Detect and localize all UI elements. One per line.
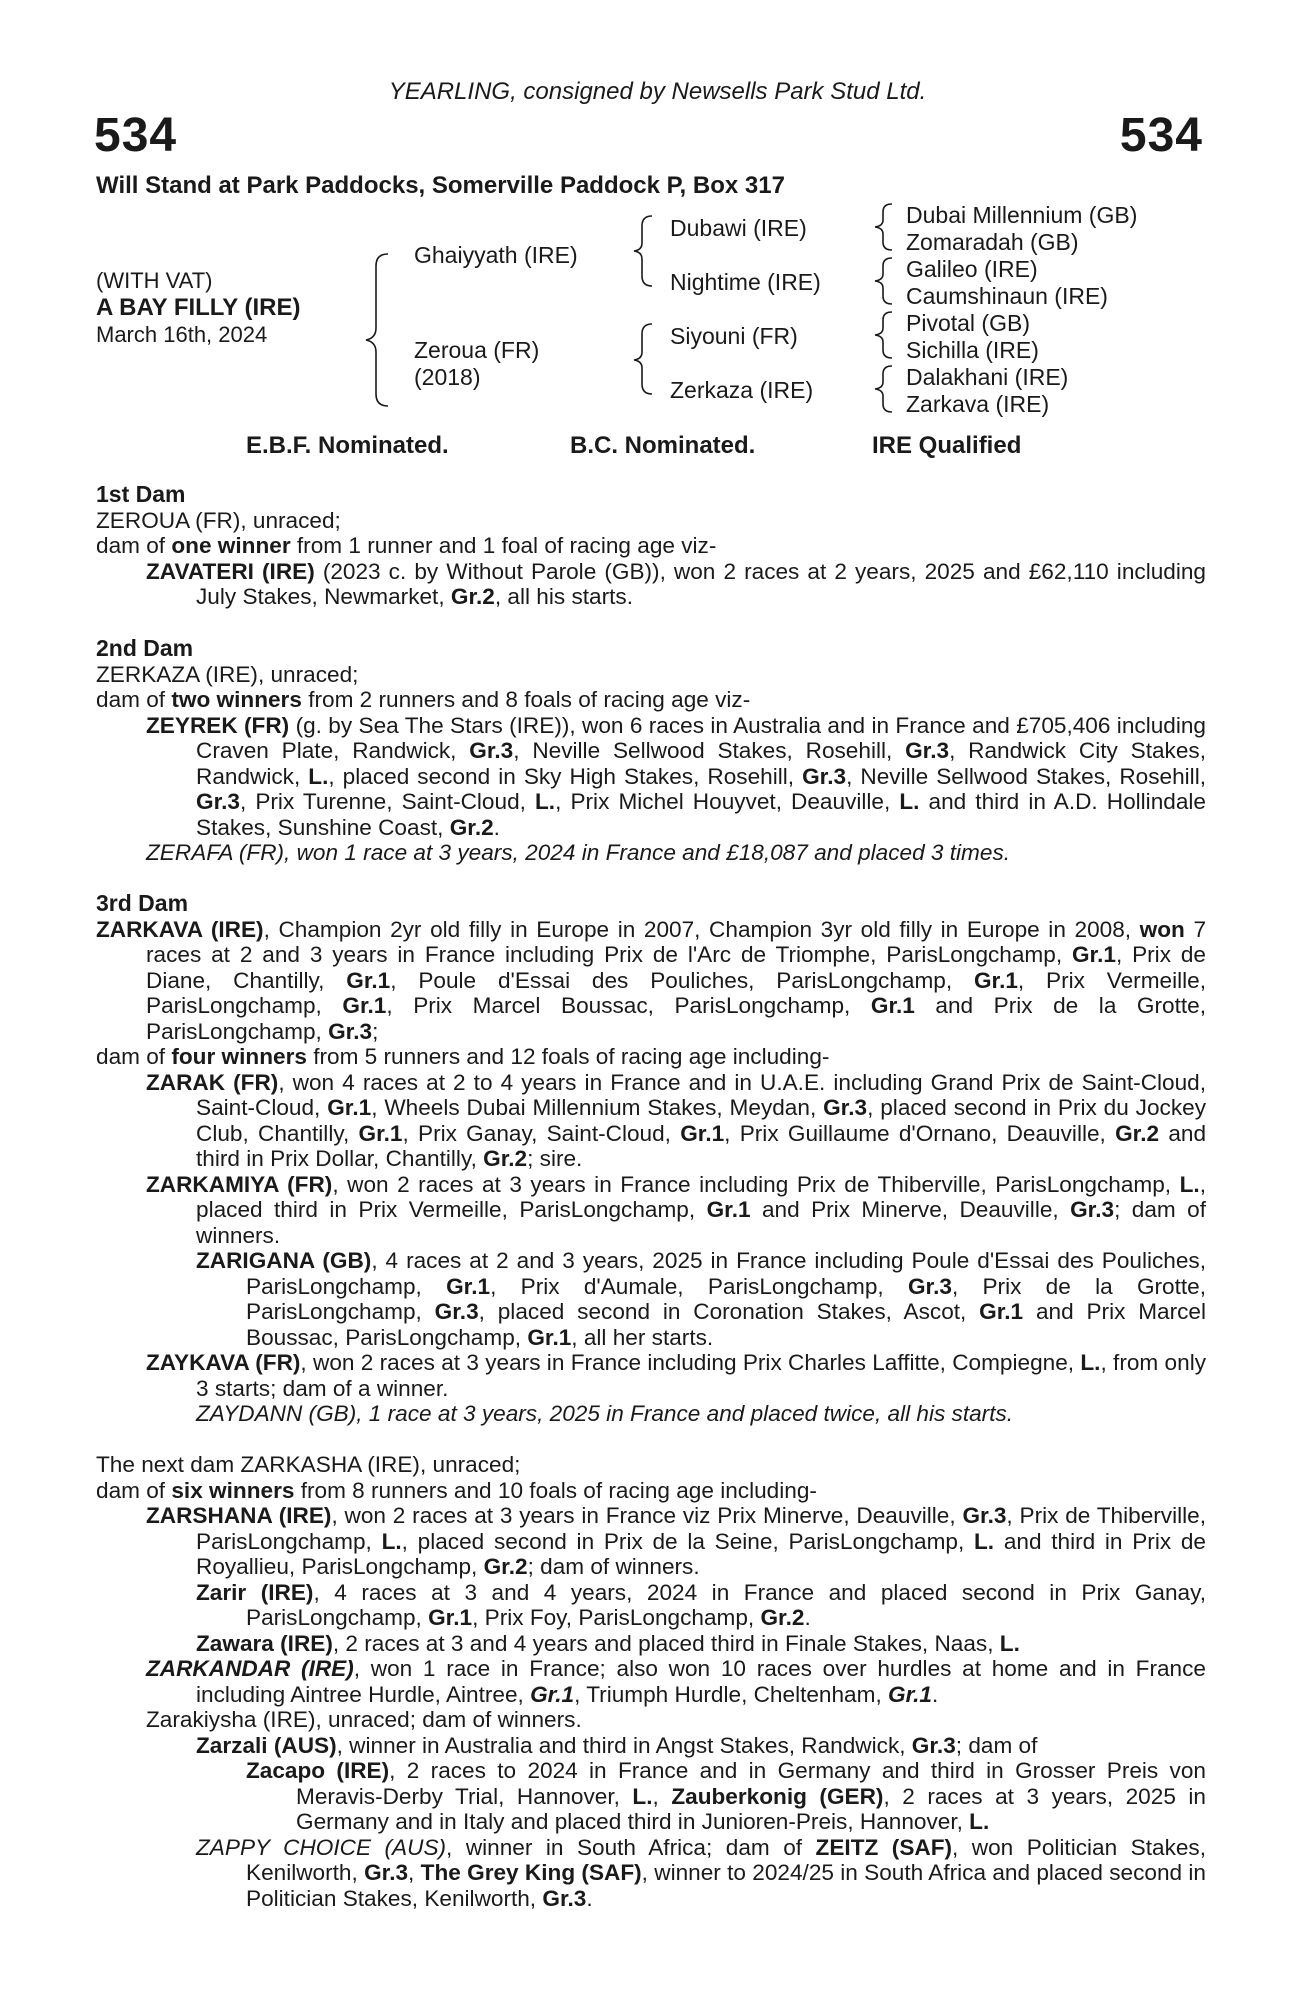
produce-zeyrek: ZEYREK (FR) (g. by Sea The Stars (IRE)), won 6 races in Australia and in France and £705,406 including Craven Plate, Randwick, Gr.3, Neville Sellwood Stakes, Rosehill, Gr.3, Randwick City Stakes, Randwick, L., placed second in Sky High Stakes, Rosehill, Gr.3, Neville Sellwood Stakes, Rosehill, Gr.3, Prix Turenne, Saint-Cloud, L., Prix Michel Houyvet, Deauville, L. and third in A.D. Hollindale Stakes, Sunshine Coast, Gr.2. xyxy=(146,712,1206,840)
produce-zarak: ZARAK (FR), won 4 races at 2 to 4 years in France and in U.A.E. including Grand Prix de Saint-Cloud, Saint-Cloud, Gr.1, Wheels Dubai Millennium Stakes, Meydan, Gr.3, placed second in Prix du Jockey Club, Chantilly, Gr.1, Prix Ganay, Saint-Cloud, Gr.1, Prix Guillaume d'Ornano, Deauville, Gr.2 and third in Prix Dollar, Chantilly, Gr.2; sire. xyxy=(146,1069,1207,1171)
second-dam-heading: 2nd Dam xyxy=(96,635,194,661)
sire-dam: Nightime (IRE) xyxy=(670,269,821,295)
next-dam-line: The next dam ZARKASHA (IRE), unraced; xyxy=(96,1452,521,1477)
dam-sire-sire: Pivotal (GB) xyxy=(906,310,1030,336)
stand-location: Will Stand at Park Paddocks, Somerville Paddock P, Box 317 xyxy=(96,172,785,199)
next-dam-produce-line: dam of six winners from 8 runners and 10 foals of racing age including- xyxy=(96,1477,817,1503)
dam-dam-dam: Zarkava (IRE) xyxy=(906,391,1050,417)
produce-zaydann: ZAYDANN (GB), 1 race at 3 years, 2025 in France and placed twice, all his starts. xyxy=(196,1401,1014,1426)
produce-zavateri: ZAVATERI (IRE) (2023 c. by Without Parole (GB)), won 2 races at 2 years, 2025 and £62,110 including July Stakes, Newmarket, Gr.2, all his starts. xyxy=(146,558,1206,609)
horse-name: A BAY FILLY (IRE) xyxy=(96,294,301,321)
first-dam-line: ZEROUA (FR), unraced; xyxy=(96,507,341,533)
foaling-date: March 16th, 2024 xyxy=(96,322,268,347)
second-dam-produce-line: dam of two winners from 2 runners and 8 foals of racing age viz- xyxy=(96,687,751,712)
next-dam-section xyxy=(96,1452,1206,1911)
first-dam-produce-line: dam of one winner from 1 runner and 1 foal of racing age viz- xyxy=(96,533,717,558)
produce-zarir: Zarir (IRE), 4 races at 3 and 4 years, 2024 in France and placed second in Prix Ganay, ParisLongchamp, Gr.1, Prix Foy, ParisLongchamp, Gr.2. xyxy=(196,1579,1207,1630)
dam-sire-dam: Sichilla (IRE) xyxy=(906,337,1039,363)
third-dam-produce-line: dam of four winners from 5 runners and 12 foals of racing age including- xyxy=(96,1044,830,1069)
second-dam-section xyxy=(96,636,1206,866)
second-dam-line: ZERKAZA (IRE), unraced; xyxy=(96,661,359,687)
third-dam-heading: 3rd Dam xyxy=(96,890,189,916)
produce-zarakiysha: Zarakiysha (IRE), unraced; dam of winners. xyxy=(146,1707,582,1732)
lot-number-right: 534 xyxy=(1119,109,1203,162)
lot-number-left: 534 xyxy=(94,109,178,162)
sire-name: Ghaiyyath (IRE) xyxy=(414,242,578,268)
produce-zaykava: ZAYKAVA (FR), won 2 races at 3 years in France including Prix Charles Laffitte, Compiegne, L., from only 3 starts; dam of a winner. xyxy=(146,1350,1207,1401)
first-dam-heading: 1st Dam xyxy=(96,481,186,507)
third-dam-zarkava: ZARKAVA (IRE), Champion 2yr old filly in Europe in 2007, Champion 3yr old filly in Europe in 2008, won 7 races at 2 and 3 years in France including Prix de l'Arc de Triomphe, ParisLongchamp, Gr.1, Prix de Diane, Chantilly, Gr.1, Poule d'Essai des Pouliches, ParisLongchamp, Gr.1, Prix Vermeille, ParisLongchamp, Gr.1, Prix Marcel Boussac, ParisLongchamp, Gr.1 and Prix de la Grotte, ParisLongchamp, Gr.3; xyxy=(96,916,1207,1044)
ire-qualified: IRE Qualified xyxy=(872,432,1022,459)
sire-dam-sire: Galileo (IRE) xyxy=(906,256,1038,282)
sire-sire-sire: Dubai Millennium (GB) xyxy=(906,202,1138,228)
produce-zarigana: ZARIGANA (GB), 4 races at 2 and 3 years, 2025 in France including Poule d'Essai des Pouliches, ParisLongchamp, Gr.1, Prix d'Aumale, ParisLongchamp, Gr.3, Prix de la Grotte, ParisLongchamp, Gr.3, placed second in Coronation Stakes, Ascot, Gr.1 and Prix Marcel Boussac, ParisLongchamp, Gr.1, all her starts. xyxy=(196,1248,1207,1350)
sire-sire-dam: Zomaradah (GB) xyxy=(906,229,1079,255)
produce-zacapo: Zacapo (IRE), 2 races to 2024 in France and in Germany and third in Grosser Preis von Meravis-Derby Trial, Hannover, L., Zauberkonig (GER), 2 races at 3 years, 2025 in Germany and in Italy and placed third in Junioren-Preis, Hannover, L. xyxy=(246,1758,1206,1834)
produce-zarkamiya: ZARKAMIYA (FR), won 2 races at 3 years in France including Prix de Thiberville, ParisLongchamp, L., placed third in Prix Vermeille, ParisLongchamp, Gr.1 and Prix Minerve, Deauville, Gr.3; dam of winners. xyxy=(146,1171,1206,1248)
produce-zarkandar: ZARKANDAR (IRE), won 1 race in France; also won 10 races over hurdles at home and in France including Aintree Hurdle, Aintree, Gr.1, Triumph Hurdle, Cheltenham, Gr.1. xyxy=(146,1656,1206,1707)
produce-zarzali: Zarzali (AUS), winner in Australia and third in Angst Stakes, Randwick, Gr.3; dam of xyxy=(196,1732,1038,1758)
third-dam-section xyxy=(96,891,1206,1427)
first-dam-section xyxy=(96,482,1206,610)
dam-year: (2018) xyxy=(414,364,481,390)
bc-nomination: B.C. Nominated. xyxy=(570,432,756,459)
dam-dam-sire: Dalakhani (IRE) xyxy=(906,364,1069,390)
vat-note: (WITH VAT) xyxy=(96,268,213,293)
dam-dam: Zerkaza (IRE) xyxy=(670,377,814,403)
produce-zawara: Zawara (IRE), 2 races at 3 and 4 years and placed third in Finale Stakes, Naas, L. xyxy=(196,1630,1020,1656)
sire-dam-dam: Caumshinaun (IRE) xyxy=(906,283,1108,309)
produce-zerafa: ZERAFA (FR), won 1 race at 3 years, 2024 in France and £18,087 and placed 3 times. xyxy=(146,840,1011,865)
ebf-nomination: E.B.F. Nominated. xyxy=(246,432,449,459)
produce-zarshana: ZARSHANA (IRE), won 2 races at 3 years in France viz Prix Minerve, Deauville, Gr.3, Prix de Thiberville, ParisLongchamp, L., placed second in Prix de la Seine, ParisLongchamp, L. and third in Prix de Royallieu, ParisLongchamp, Gr.2; dam of winners. xyxy=(146,1503,1207,1579)
dam-sire: Siyouni (FR) xyxy=(670,323,798,349)
produce-zappy-choice: ZAPPY CHOICE (AUS), winner in South Africa; dam of ZEITZ (SAF), won Politician Stakes, Kenilworth, Gr.3, The Grey King (SAF), winner to 2024/25 in South Africa and placed second in Politician Stakes, Kenilworth, Gr.3. xyxy=(196,1834,1207,1911)
sire-sire: Dubawi (IRE) xyxy=(670,215,807,241)
dam-name: Zeroua (FR) xyxy=(414,337,540,363)
consigned-by: YEARLING, consigned by Newsells Park Stud Ltd. xyxy=(388,78,927,105)
